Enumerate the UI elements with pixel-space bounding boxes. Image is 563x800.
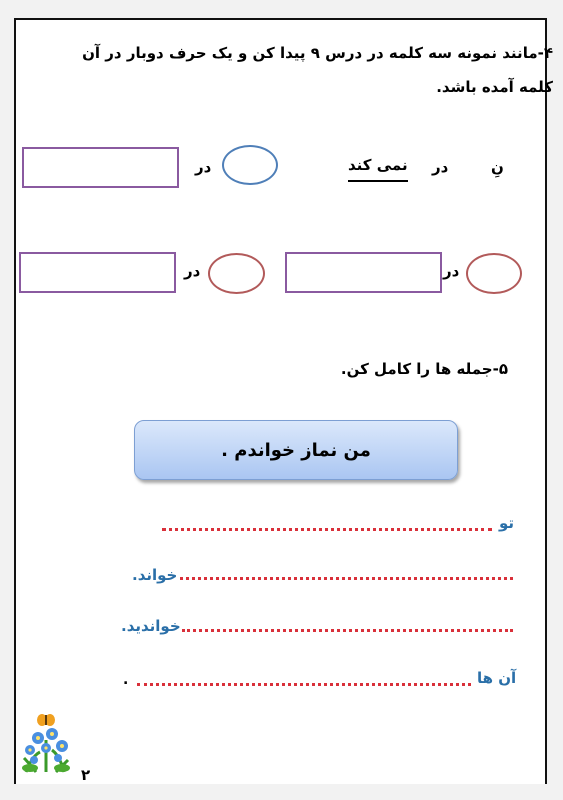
line1-word: تو <box>499 514 515 532</box>
example-sentence-box <box>134 420 458 480</box>
worksheet-page <box>14 18 547 784</box>
letter-oval-3[interactable] <box>466 253 522 294</box>
in-label-1: در <box>195 158 212 176</box>
question-5-text: ۵-جمله ها را کامل کن. <box>340 360 508 378</box>
in-label-3: در <box>443 262 460 280</box>
line2-word: خواند. <box>132 566 178 584</box>
example-sentence: من نماز خواندم . <box>221 439 371 461</box>
letter-oval-2[interactable] <box>208 253 265 294</box>
example-word: نمی کند <box>348 156 408 182</box>
question-4-text: ۴-مانند نمونه سه کلمه در درس ۹ پیدا کن و یک حرف دوبار در آن کلمه آمده باشد. <box>82 44 553 96</box>
line3-word: خواندید. <box>121 617 181 635</box>
example-in-label: در <box>432 158 449 176</box>
answer-line-3[interactable] <box>182 629 513 632</box>
word-box-2[interactable] <box>19 252 176 293</box>
page-number: ۲ <box>81 766 91 784</box>
butterfly-icon <box>37 714 55 726</box>
line4-end-mark: . <box>123 672 129 688</box>
example-letter: نِ <box>491 158 504 176</box>
flower-pot-icon <box>18 712 74 776</box>
word-box-1[interactable] <box>22 147 179 188</box>
answer-line-2[interactable] <box>180 577 513 580</box>
line4-word: آن ها <box>477 669 517 687</box>
answer-line-1[interactable] <box>162 528 492 531</box>
letter-oval-1[interactable] <box>222 145 278 185</box>
word-box-3[interactable] <box>285 252 442 293</box>
answer-line-4[interactable] <box>137 683 471 686</box>
in-label-2: در <box>184 262 201 280</box>
